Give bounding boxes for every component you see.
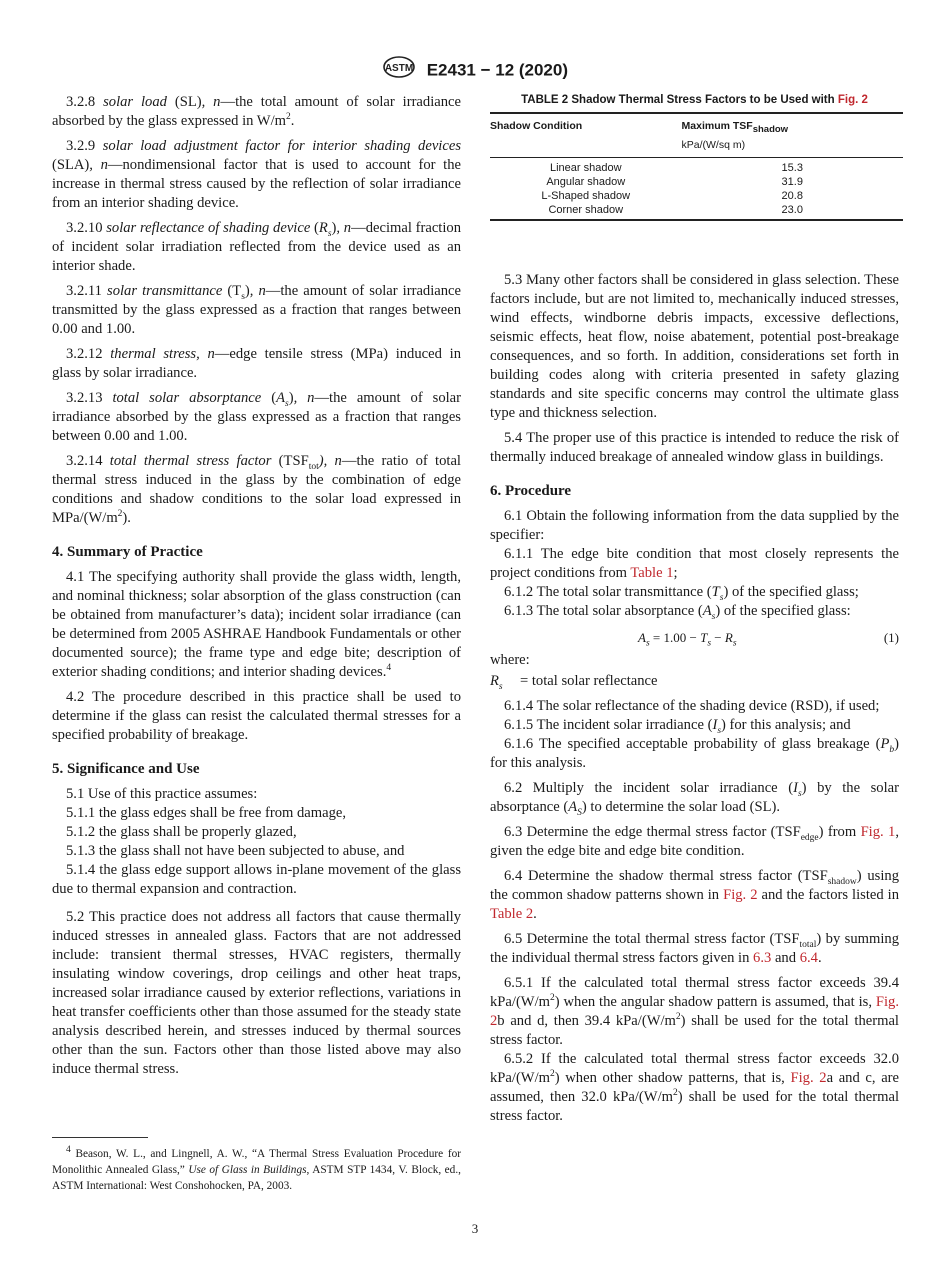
- table-cell-condition: Linear shadow: [549, 162, 622, 174]
- paragraph-6-2: 6.2 Multiply the incident solar irradiance $(I_s)$ by the solar absorptance $(A_S)$ to determine the solar load (SL).: [490, 780, 899, 818]
- paragraph-6-5-1: 6.5.1 If the calculated total thermal stress factor exceeds 39.4 kPa/$(W/m^2)$ when the angular shadow pattern is assumed, that is, Fig. 2b and d, then 39.4 kPa/$(W/m^2)$ shall be used for the total thermal stress factor.: [490, 975, 899, 1048]
- heading-procedure: 6. Procedure: [490, 483, 572, 499]
- fig-2-link[interactable]: Fig. 2: [723, 887, 758, 903]
- paragraph-5-1-1: 5.1.1 the glass edges shall be free from damage,: [66, 805, 347, 821]
- paragraph-6-5-2: 6.5.2 If the calculated total thermal stress factor exceeds 32.0 kPa/$(W/m^2)$ when other shadow patterns, that is, Fig. 2a and c, are assumed, then 32.0 kPa/$(W/m^2)$ shall be used for the total thermal stress factor.: [490, 1051, 900, 1124]
- right-column: [490, 93, 899, 1126]
- table-2: [490, 112, 903, 221]
- table-row: [490, 203, 903, 220]
- where-definition: $R_s$ = total solar reflectance: [490, 673, 658, 692]
- section-3-2-13: 3.2.13 total solar absorptance $(A_s)$, n—the amount of solar irradiance absorbed by the glass expressed as a fraction that ranges between 0.00 and 1.00.: [52, 390, 462, 444]
- table-row: [490, 158, 903, 176]
- fig-2-link[interactable]: Fig. 2: [490, 994, 899, 1029]
- fig-1-link[interactable]: Fig. 1: [860, 824, 896, 840]
- left-column: [52, 93, 461, 1085]
- paragraph-6-1-5: 6.1.5 The incident solar irradiance $(I_s)$ for this analysis; and: [504, 717, 851, 736]
- section-3-2-14: 3.2.14 total thermal stress factor $(TSF_{tot})$, n—the ratio of total thermal stress induced in the glass by the combination of edge conditions and shadow conditions to the solar load expressed in MPa/$(W/m^2)$.: [52, 453, 461, 526]
- paragraph-6-4: 6.4 Determine the shadow thermal stress factor $(TSF_{shadow})$ using the common shadow patterns shown in Fig. 2 and the factors listed in Table 2.: [490, 868, 900, 922]
- paragraph-5-3: 5.3 Many other factors shall be considered in glass selection. These factors include, but are not limited to, mechanically induced stresses, wind effects, windborne debris impacts, excessive deflections, seismic effects, heat flow, noise abatement, potential post-breakage consequences, and so forth. In addition, considerations set forth in building codes along with criteria presented in safety glazing standards and site specific concerns may control the ultimate glass type and thickness selection.: [490, 272, 899, 421]
- table-cell-condition: Angular shadow: [546, 176, 626, 188]
- paragraph-6-1-1: 6.1.1 The edge bite condition that most closely represents the project conditions from Table 1;: [490, 546, 899, 581]
- table-2-caption: TABLE 2 Shadow Thermal Stress Factors to be Used with Fig. 2: [521, 94, 868, 106]
- section-3-2-8: 3.2.8 solar load (SL), n—the total amount of solar irradiance absorbed by the glass expressed in $W/m^2$.: [52, 94, 461, 129]
- section-6-4-link[interactable]: 6.4: [799, 950, 818, 966]
- table-header-shadow-condition: Shadow Condition: [490, 113, 682, 158]
- table-2-link[interactable]: Table 2: [490, 906, 534, 922]
- equation-1: [490, 621, 899, 651]
- where-label: where:: [490, 652, 530, 668]
- astm-logo-icon: [382, 56, 416, 85]
- equation-formula: $A_s = 1.00 - T_s - R_s$: [638, 630, 737, 649]
- paragraph-4-1: 4.1 The specifying authority shall provide the glass width, length, and nominal thickness; solar absorption of the glass construction (can be obtained from manufacturer’s data); incident solar irradiance (can be determined from 2005 ASHRAE Handbook Fundamentals or other documented source); the frame type and edge bite; description of exterior shading conditions; and interior shading devices.$^4$: [52, 569, 461, 680]
- footnote-rule: [52, 1137, 148, 1138]
- fig-2-link[interactable]: Fig. 2: [790, 1070, 827, 1086]
- page-number: 3: [471, 1221, 479, 1236]
- heading-significance-and-use: 5. Significance and Use: [52, 761, 200, 777]
- paragraph-6-1-3: 6.1.3 The total solar absorptance $(A_s)$ of the specified glass:: [504, 603, 851, 622]
- standard-code: E2431 − 12 (2020): [426, 60, 569, 80]
- table-cell-value: 20.8: [781, 190, 803, 202]
- table-header-max-tsf: Maximum $TSF_{shadow}$ kPa/(W/sq m): [682, 113, 903, 158]
- section-3-2-11: 3.2.11 solar transmittance $(T_s)$, n—the amount of solar irradiance transmitted by the glass expressed as a fraction that ranges between 0.00 and 1.00.: [52, 283, 462, 337]
- table-cell-condition: L-Shaped shadow: [541, 190, 631, 202]
- paragraph-6-1-2: 6.1.2 The total solar transmittance $(T_s)$ of the specified glass;: [504, 584, 859, 603]
- footnote: [52, 1137, 461, 1194]
- table-cell-condition: Corner shadow: [548, 204, 624, 216]
- page-header: [0, 56, 950, 85]
- table-cell-value: 15.3: [781, 162, 803, 174]
- paragraph-5-2: 5.2 This practice does not address all factors that cause thermally induced stresses in annealed glass. Factors that are not addressed include: transient thermal stresses, HVAC registers, thermally insulating window coverings, drop ceilings and other heat traps, increased solar irradiance caused by exterior reflections, variations in heat transfer coefficients other than those assumed for the steady state analysis described herein, and stresses induced by thermal sources other than the sun. Factors other than those listed above may also induce thermal stress.: [52, 909, 461, 1077]
- paragraph-4-2: 4.2 The procedure described in this practice shall be used to determine if the glass can resist the calculated thermal stresses for a specified probability of breakage.: [52, 689, 461, 743]
- paragraph-5-4: 5.4 The proper use of this practice is intended to reduce the risk of thermally induced breakage of annealed window glass in buildings.: [490, 430, 899, 465]
- table-row: [490, 175, 903, 189]
- paragraph-5-1-2: 5.1.2 the glass shall be properly glazed,: [66, 824, 297, 840]
- table-1-link[interactable]: Table 1: [630, 565, 674, 581]
- paragraph-6-1-6: 6.1.6 The specified acceptable probability of glass breakage $(P_b)$ for this analysis.: [490, 736, 899, 771]
- paragraph-6-3: 6.3 Determine the edge thermal stress factor $(TSF_{edge})$ from Fig. 1, given the edge bite and edge bite condition.: [490, 824, 899, 859]
- section-6-3-link[interactable]: 6.3: [753, 950, 772, 966]
- paragraph-5-1-4: 5.1.4 the glass edge support allows in-plane movement of the glass due to thermal expansion and contraction.: [52, 862, 461, 897]
- table-cell-value: 31.9: [781, 176, 803, 188]
- section-3-2-10: 3.2.10 solar reflectance of shading device $(R_s)$, n—decimal fraction of incident solar irradiation reflected from the device used as an interior shade.: [52, 220, 462, 274]
- table-row: [490, 189, 903, 203]
- svg-text:ASTM: ASTM: [384, 63, 414, 74]
- footnote-4: $^4$ Beason, W. L., and Lingnell, A. W., “A Thermal Stress Evaluation Procedure for Monolithic Annealed Glass,” Use of Glass in Buildings, ASTM STP 1434, V. Block, ed., ASTM International: West Conshohocken, PA, 2003.: [52, 1145, 461, 1192]
- fig-2-link[interactable]: Fig. 2: [837, 94, 868, 106]
- paragraph-6-1: 6.1 Obtain the following information from the data supplied by the specifier:: [490, 508, 899, 543]
- equation-number: (1): [883, 630, 899, 645]
- paragraph-5-1: 5.1 Use of this practice assumes:: [66, 786, 258, 802]
- heading-summary-of-practice: 4. Summary of Practice: [52, 544, 203, 560]
- section-3-2-9: 3.2.9 solar load adjustment factor for interior shading devices (SLA), n—nondimensional factor that is used to account for the increase in thermal stress caused by the reflection of solar irradiance from an interior shading device.: [52, 138, 461, 211]
- paragraph-6-5: 6.5 Determine the total thermal stress factor $(TSF_{total})$ by summing the individual thermal stress factors given in 6.3 and 6.4.: [490, 931, 899, 966]
- table-cell-value: 23.0: [781, 204, 803, 216]
- paragraph-6-1-4: 6.1.4 The solar reflectance of the shading device (RSD), if used;: [504, 698, 880, 714]
- section-3-2-12: 3.2.12 thermal stress, n—edge tensile stress (MPa) induced in glass by solar irradiance.: [52, 346, 461, 381]
- paragraph-5-1-3: 5.1.3 the glass shall not have been subjected to abuse, and: [66, 843, 405, 859]
